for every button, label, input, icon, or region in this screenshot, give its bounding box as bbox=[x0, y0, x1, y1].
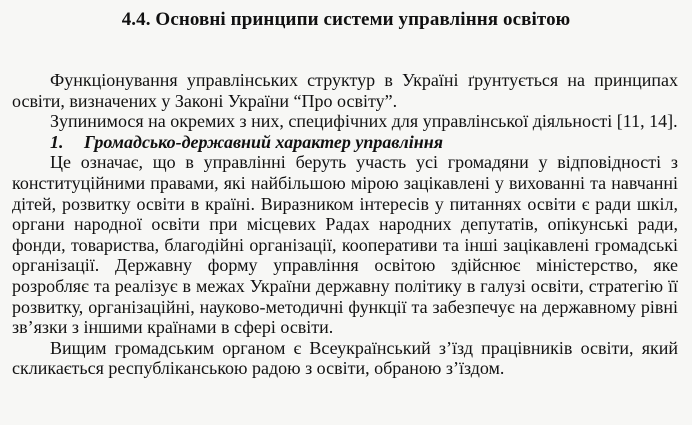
paragraph-structures: Функціонування управлінських структур в Україні ґрунтується на принципах освіти, визначених у Законі України “Про освіту”. bbox=[12, 70, 678, 111]
section-heading: 4.4. Основні принципи системи управління освітою bbox=[121, 9, 571, 30]
subsection-number: 1. bbox=[50, 131, 64, 152]
subsection-title: Громадсько-державний характер управління bbox=[84, 131, 443, 152]
subsection-heading bbox=[12, 132, 678, 153]
document-body bbox=[12, 70, 678, 379]
paragraph-congress: Вищим громадським органом є Всеукраїнський з’їзд працівників освіти, який скликається республіканською радою з освіти, обраною з’їздом. bbox=[12, 337, 678, 379]
paragraph-public-state-management: Це означає, що в управлінні беруть участь усі громадяни у відповідності з конституційними правами, які найбільшою мірою зацікавлені у вихованні та навчанні дітей, розвитку освіти в країні. Виразником інтересів у питаннях освіти є ради шкіл, органи народної освіти при місцевих Радах народних депутатів, опікунські ради, фонди, товариства, благодійні організації, кооперативи та інші зацікавлені громадські організації. Державну форму управління освітою здійснює міністерство, яке розробляє та реалізує в межах України державну політику в галузі освіти, стратегію її розвитку, організаційні, науково-методичні функції та забезпечує на державному рівні зв’язки з іншими країнами в сфері освіти. bbox=[12, 152, 678, 338]
paragraph-specific-principles: Зупинимося на окремих з них, специфічних для управлінської діяльності [11, 14]. bbox=[50, 111, 678, 132]
